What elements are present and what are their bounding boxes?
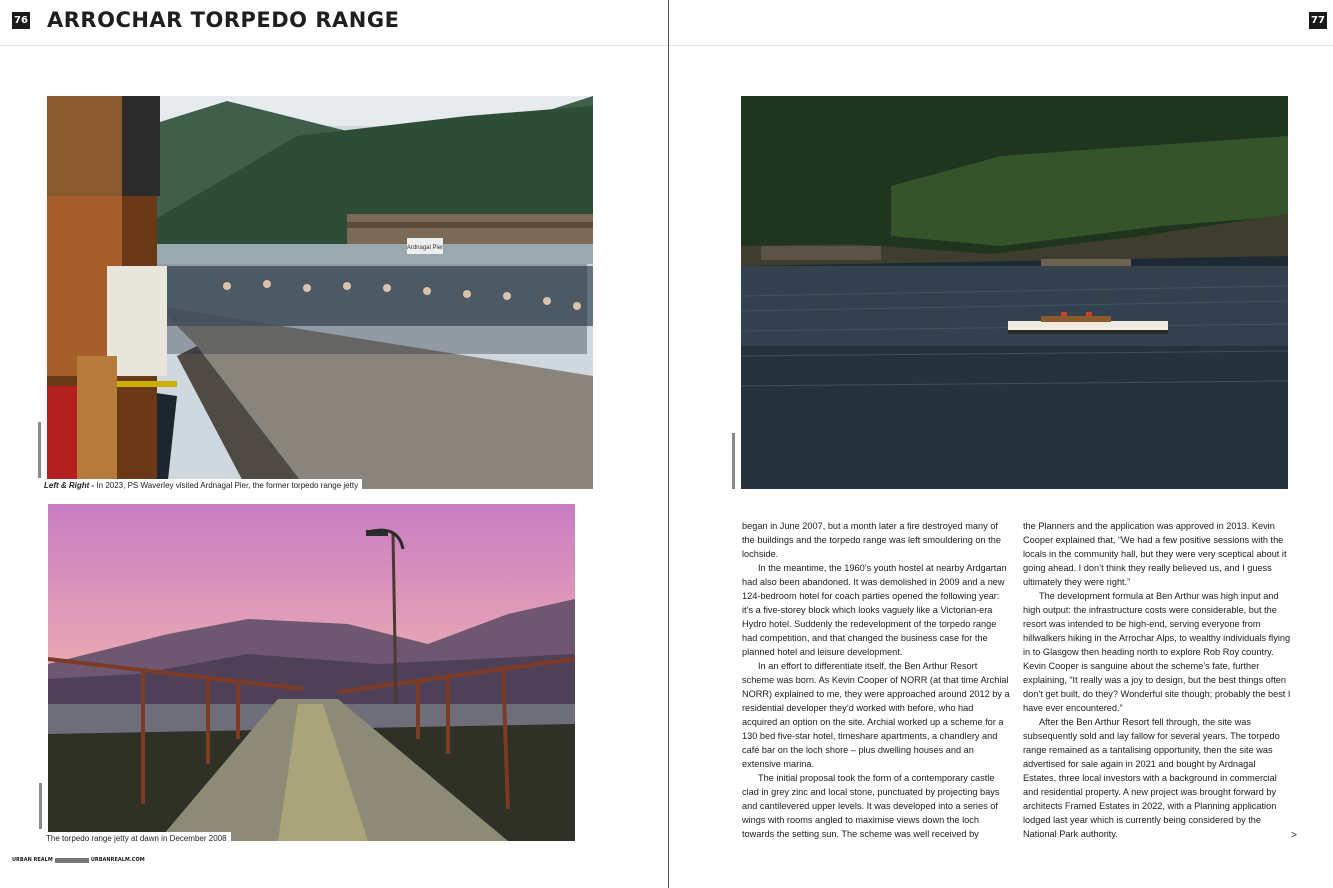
page-number-right: 77: [1309, 12, 1327, 29]
article-paragraph: In the meantime, the 1960’s youth hostel at nearby Ardgartan had also been abandoned. It was demolished in 2009 and a new 124-bedroom hotel for coach parties opened the following year: it’s a five-storey block which looks vaguely like a Victorian-era Hydro hotel. Suddenly the redevelopment of the torpedo range had competition, and that changed the business case for the planned hotel and leisure development.: [742, 563, 1007, 657]
header-divider-right: [669, 45, 1333, 46]
header-divider: [0, 45, 668, 46]
footer-url[interactable]: URBANREALM.COM: [90, 857, 145, 863]
next-page-arrow[interactable]: >: [1291, 830, 1297, 841]
article-paragraph: began in June 2007, but a month later a fire destroyed many of the buildings and the torpedo range was left smouldering on the lochside.: [742, 521, 1001, 559]
caption-top-text: In 2023, PS Waverley visited Ardnagal Pier, the former torpedo range jetty: [94, 481, 359, 490]
article-paragraph: In an effort to differentiate itself, the Ben Arthur Resort scheme was born. As Kevin Cooper of NORR (at that time Archial NORR) explained to me, they were approached around 2012 by a residential developer they’d worked with before, who had acquired an option on the site. Archial worked up a scheme for a 130 bed five-star hotel, timeshare apartments, a chandlery and café bar on the loch shore – plus dwelling houses and an extensive marina.: [742, 661, 1010, 769]
caption-bottom: The torpedo range jetty at dawn in December 2008: [42, 832, 231, 845]
caption-top-lead: Left & Right -: [44, 481, 95, 490]
page-number-left: 76: [12, 12, 30, 29]
article-paragraph: The initial proposal took the form of a contemporary castle clad in grey zinc and local stone, punctuated by projecting bays and cantilevered upper levels. It was developed into a series of wings with rooms angled to maximise views down the loch towards the setting sun. The scheme was well received by: [742, 773, 1000, 839]
article-column-1: [742, 519, 1010, 841]
right-page: [669, 0, 1333, 888]
photo-waverley-on-loch: [741, 96, 1288, 489]
article-paragraph: The development formula at Ben Arthur was high input and high output: the infrastructure costs were considerable, but the resort was intended to be high-end, serving everyone from hillwalkers hiking in the Arrochar Alps, to wealthy individuals flying in to Glasgow then heading north to explore Rob Roy country. Kevin Cooper is sanguine about the scheme’s fate, further explaining, “It really was a joy to design, but the best things often don’t get built, do they? Wonderful site though; probably the best I have ever encountered.”: [1023, 591, 1291, 713]
article-paragraph: After the Ben Arthur Resort fell through, the site was subsequently sold and lay fallow for several years. The torpedo range remained as a tantalising opportunity, then the site was advertised for sale again in 2021 and bought by Ardnagal Estates, three local investors with a background in commercial and residential property. A new project was brought forward by architects Framed Estates in 2022, with a Planning application lodged last year which is currently being considered by the National Park authority.: [1023, 717, 1280, 839]
jetty-sign-text: Ardnagal Pier: [406, 245, 444, 251]
footer-divider: [55, 858, 89, 863]
footer: [12, 857, 145, 863]
photo-waverley-at-jetty: [47, 96, 593, 489]
footer-brand: URBAN REALM: [12, 857, 53, 863]
photo-jetty-at-dawn: [48, 504, 575, 841]
article-paragraph: the Planners and the application was approved in 2013. Kevin Cooper explained that, “We had a few positive sessions with the locals in the community hall, but they were very sceptical about it going ahead. I don’t think they really believed us, and I guess ultimately they were right.”: [1023, 521, 1287, 587]
photo-accent-bar-bottom: [39, 783, 42, 829]
photo-accent-bar-right: [732, 433, 735, 489]
photo-accent-bar: [38, 422, 41, 478]
caption-top: [40, 479, 362, 492]
article-column-2: [1023, 519, 1291, 841]
page-title: ARROCHAR TORPEDO RANGE: [47, 8, 400, 32]
